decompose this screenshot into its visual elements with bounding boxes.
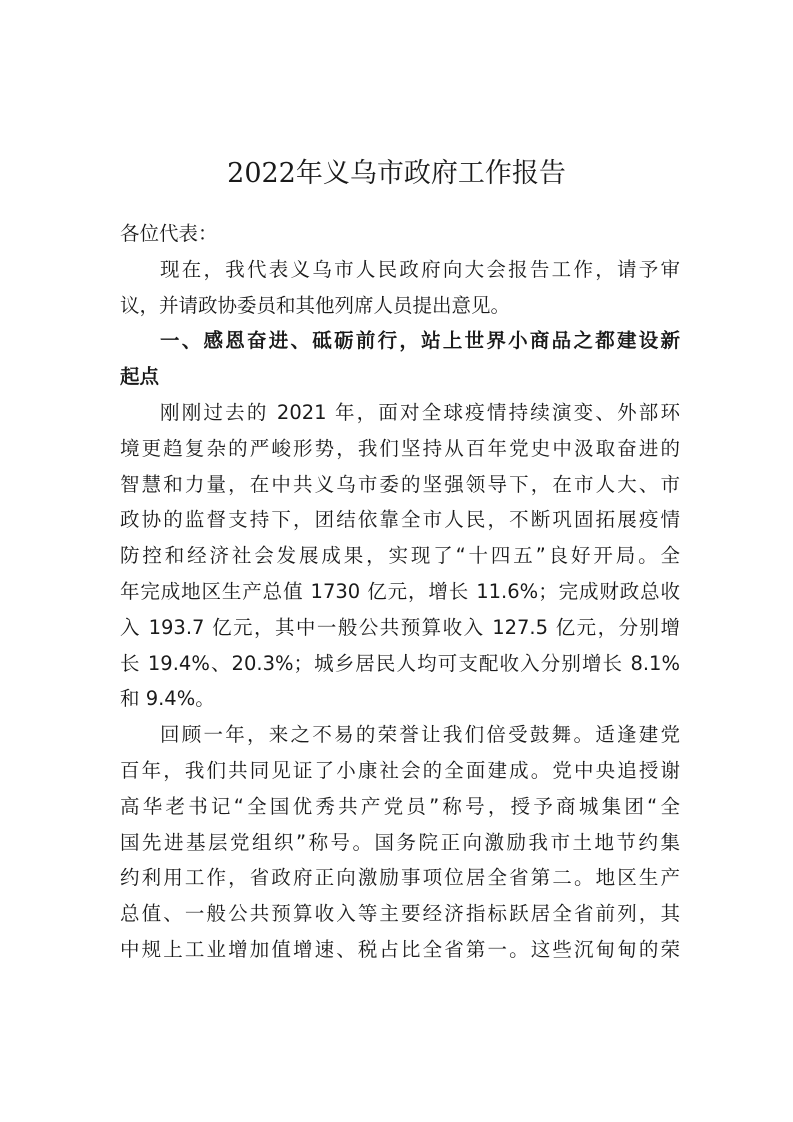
paragraph-2021-review — [120, 395, 680, 717]
paragraph-line: 高华老书记“全国优秀共产党员”称号，授予商城集团“全 — [120, 794, 680, 818]
paragraph-line: 境更趋复杂的严峻形势，我们坚持从百年党史中汲取奋进的 — [120, 436, 680, 460]
paragraph-line: 总值、一般公共预算收入等主要经济指标跃居全省前列，其 — [120, 902, 680, 926]
heading-line: 一、感恩奋进、砥砺前行，站上世界小商品之都建设新 — [160, 329, 680, 353]
paragraph-line: 智慧和力量，在中共义乌市委的坚强领导下，在市人大、市 — [120, 472, 680, 496]
paragraph-line: 防控和经济社会发展成果，实现了“十四五”良好开局。全 — [120, 544, 680, 568]
paragraph-line: 年完成地区生产总值 1730 亿元，增长 11.6%；完成财政总收 — [120, 579, 680, 603]
paragraph-intro — [120, 252, 680, 324]
paragraph-line: 回顾一年，来之不易的荣誉让我们倍受鼓舞。适逢建党 — [160, 723, 680, 747]
paragraph-line: 约利用工作，省政府正向激励事项位居全省第二。地区生产 — [120, 866, 680, 890]
document-title: 2022年义乌市政府工作报告 — [227, 158, 566, 190]
section-heading — [120, 323, 680, 395]
paragraph-line: 中规上工业增加值增速、税占比全省第一。这些沉甸甸的荣 — [120, 937, 680, 961]
paragraph-honors — [120, 717, 680, 968]
paragraph-line: 刚刚过去的 2021 年，面对全球疫情持续演变、外部环 — [160, 400, 680, 424]
paragraph-line: 现在，我代表义乌市人民政府向大会报告工作，请予审 — [160, 257, 680, 281]
salutation: 各位代表： — [120, 222, 218, 245]
paragraph-line: 百年，我们共同见证了小康社会的全面建成。党中央追授谢 — [120, 758, 680, 782]
paragraph-line: 议，并请政协委员和其他列席人员提出意见。 — [120, 293, 511, 317]
paragraph-line: 政协的监督支持下，团结依靠全市人民，不断巩固拓展疫情 — [120, 508, 680, 532]
document-body — [120, 216, 680, 968]
heading-line: 起点 — [120, 365, 160, 389]
paragraph-line: 长 19.4%、20.3%；城乡居民人均可支配收入分别增长 8.1% — [120, 651, 680, 675]
paragraph-line: 和 9.4%。 — [120, 687, 215, 711]
paragraph-line: 入 193.7 亿元，其中一般公共预算收入 127.5 亿元，分别增 — [120, 615, 680, 639]
paragraph-line: 国先进基层党组织”称号。国务院正向激励我市土地节约集 — [120, 830, 680, 854]
